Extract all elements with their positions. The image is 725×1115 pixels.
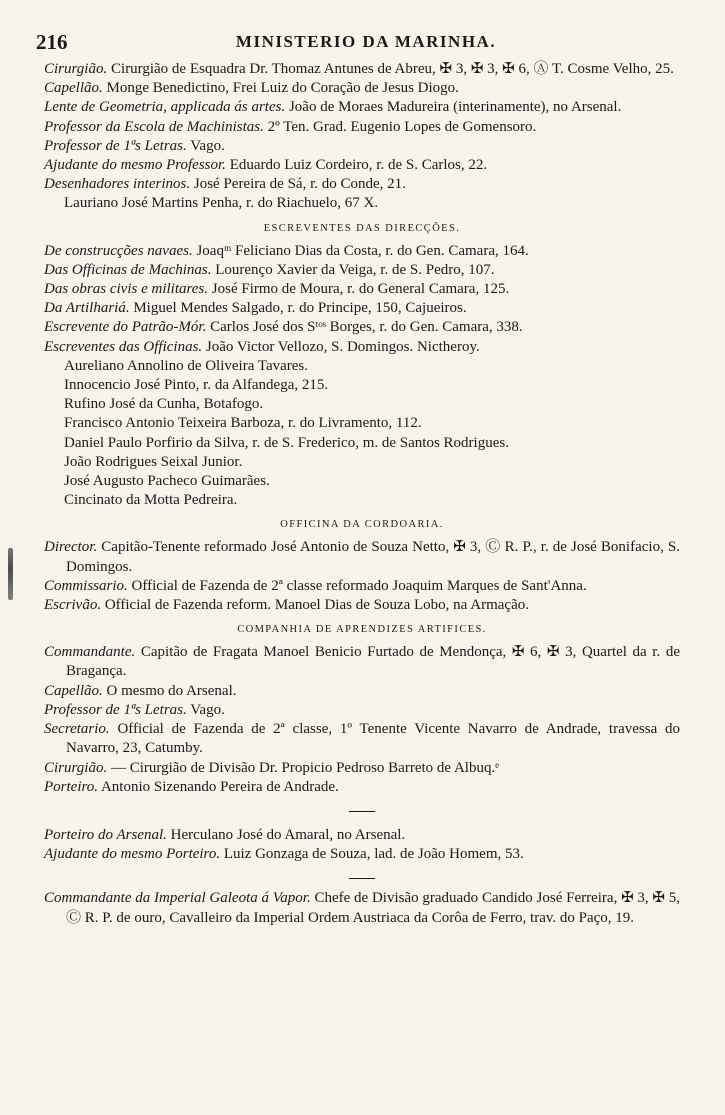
entry-text: José Firmo de Moura, r. do General Camara, 125. — [208, 281, 510, 298]
entry — [44, 701, 680, 720]
page-header — [36, 30, 696, 56]
entry-role: Das obras civis e militares. — [44, 281, 209, 298]
entry — [44, 845, 680, 864]
entry-text: Eduardo Luiz Cordeiro, r. de S. Carlos, 22. — [225, 157, 488, 174]
entry — [44, 596, 680, 615]
entry — [44, 338, 680, 357]
running-title: MINISTERIO DA MARINHA. — [235, 32, 497, 51]
entry-text: Luiz Gonzaga de Souza, lad. de João Homem, 53. — [220, 846, 524, 863]
entry — [44, 720, 680, 758]
entry-text: Antonio Sizenando Pereira de Andrade. — [98, 778, 339, 795]
entry-role: Das Officinas de Machinas. — [44, 261, 212, 278]
entry — [44, 118, 680, 137]
entry-role: Director. — [44, 539, 98, 556]
entry-role: Commandante da Imperial Galeota á Vapor. — [44, 890, 311, 907]
entry-text: Lourenço Xavier da Veiga, r. de S. Pedro, 107. — [211, 261, 495, 278]
entry-role: De construcções navaes. — [44, 242, 193, 259]
sub-entry: José Augusto Pacheco Guimarães. — [64, 473, 270, 490]
entry-text: Joaqᵐ Feliciano Dias da Costa, r. do Gen. Camara, 164. — [192, 242, 529, 259]
entry — [44, 137, 680, 156]
entry — [44, 175, 680, 194]
entry-text: João Victor Vellozo, S. Domingos. Nictheroy. — [202, 338, 480, 355]
entry-text: Capitão-Tenente reformado José Antonio de Souza Netto, ✠ 3, Ⓒ R. P., r. de José Bonifacio, S. Domingos. — [66, 539, 680, 575]
section-title-cordoaria: OFFICINA DA CORDOARIA. — [280, 519, 444, 531]
page-number: 216 — [36, 30, 68, 54]
entry-text: José Pereira de Sá, r. do Conde, 21. — [190, 176, 406, 193]
entry — [44, 778, 680, 797]
entry — [44, 98, 680, 117]
entry-text: — Cirurgião de Divisão Dr. Propicio Pedroso Barreto de Albuq.ᵉ — [107, 759, 500, 776]
entry-text: Vago. — [186, 701, 225, 718]
separator-rule — [349, 811, 375, 812]
section-title-escreventes: ESCREVENTES DAS DIRECÇÕES. — [263, 222, 461, 234]
section-escreventes-sub — [44, 357, 680, 511]
section-title-aprendizes: COMPANHIA DE APRENDIZES ARTIFICES. — [237, 624, 487, 636]
entry-text: Vago. — [186, 137, 225, 154]
separator-rule — [349, 878, 375, 879]
staff-block — [44, 60, 680, 194]
section-escreventes — [44, 242, 680, 357]
entry-text: João de Moraes Madureira (interinamente), no Arsenal. — [285, 99, 622, 116]
entry-role: Commissario. — [44, 577, 128, 594]
entry — [44, 156, 680, 175]
entry-role: Capellão. — [44, 80, 103, 97]
entry-role: Professor de 1ªs Letras. — [44, 701, 187, 718]
sub-entry: Rufino José da Cunha, Botafogo. — [64, 396, 264, 413]
entry-role: Cirurgião. — [44, 61, 108, 77]
entry-role: Capellão. — [44, 682, 103, 699]
entry-text: Cirurgião de Esquadra Dr. Thomaz Antunes de Abreu, ✠ 3, ✠ 3, ✠ 6, Ⓐ T. Cosme Velho, 25. — [107, 61, 674, 77]
entry-role: Professor de 1ªs Letras. — [44, 137, 187, 154]
entry-role: Escrevente do Patrão-Mór. — [44, 319, 207, 336]
entry — [44, 889, 680, 927]
entry — [44, 538, 680, 576]
entry-role: Da Artilhariá. — [44, 300, 130, 317]
entry-text: Herculano José do Amaral, no Arsenal. — [166, 826, 406, 843]
entry-text: Miguel Mendes Salgado, r. do Principe, 150, Cajueiros. — [129, 300, 467, 317]
sub-entry: Lauriano José Martins Penha, r. do Riachuelo, 67 X. — [64, 195, 379, 212]
sub-entry: João Rodrigues Seixal Junior. — [64, 453, 243, 470]
entry-role: Porteiro do Arsenal. — [44, 826, 167, 843]
entry-role: Cirurgião. — [44, 759, 108, 776]
entry-role: Commandante. — [44, 644, 136, 661]
entry-role: Secretario. — [44, 721, 110, 738]
entry — [44, 577, 680, 596]
entry-text: Carlos José dos Sᵗᵒˢ Borges, r. do Gen. Camara, 338. — [206, 319, 523, 336]
entry — [44, 318, 680, 337]
entry — [44, 280, 680, 299]
entry — [44, 759, 680, 778]
galeota-block — [44, 889, 680, 927]
entry — [44, 682, 680, 701]
entry-text: Capitão de Fragata Manoel Benicio Furtado de Mendonça, ✠ 6, ✠ 3, Quartel da r. de Bragança. — [66, 644, 680, 680]
entry-role: Ajudante do mesmo Porteiro. — [44, 846, 221, 863]
entry-role: Professor da Escola de Machinistas. — [44, 118, 264, 135]
page-content — [44, 60, 680, 928]
entry-text: Official de Fazenda reform. Manoel Dias de Souza Lobo, na Armação. — [101, 597, 529, 614]
entry-text: Monge Benedictino, Frei Luiz do Coração de Jesus Diogo. — [102, 80, 459, 97]
entry-text: Official de Fazenda de 2ª classe, 1º Tenente Vicente Navarro de Andrade, travessa do Navarro, 23, Catumby. — [66, 721, 680, 757]
entry-text: Chefe de Divisão graduado Candido José Ferreira, ✠ 3, ✠ 5, Ⓒ R. P. de ouro, Cavalleiro da Imperial Ordem Austriaca da Corôa de Ferro, trav. do Paço, 19. — [66, 890, 681, 926]
entry-text: Official de Fazenda de 2ª classe reformado Joaquim Marques de Sant'Anna. — [127, 577, 587, 594]
entry — [44, 79, 680, 98]
entry — [44, 60, 680, 79]
entry-text: 2º Ten. Grad. Eugenio Lopes de Gomensoro. — [263, 118, 537, 135]
entry — [44, 643, 680, 681]
ink-blot — [8, 548, 13, 600]
entry — [44, 299, 680, 318]
sub-entry: Francisco Antonio Teixeira Barboza, r. do Livramento, 112. — [64, 415, 422, 432]
porteiro-block — [44, 826, 680, 864]
sub-entry: Innocencio José Pinto, r. da Alfandega, 215. — [64, 377, 329, 394]
entry-text: O mesmo do Arsenal. — [102, 682, 237, 699]
entry-role: Lente de Geometria, applicada ás artes. — [44, 99, 286, 116]
entry-role: Ajudante do mesmo Professor. — [44, 157, 226, 174]
entry-role: Porteiro. — [44, 778, 99, 795]
sub-entry: Daniel Paulo Porfirio da Silva, r. de S. Frederico, m. de Santos Rodrigues. — [64, 434, 509, 451]
section-aprendizes — [44, 643, 680, 797]
sub-entry: Aureliano Annolino de Oliveira Tavares. — [64, 357, 309, 374]
entry — [44, 826, 680, 845]
staff-block-sub — [44, 194, 680, 213]
entry-role: Desenhadores interinos. — [44, 176, 191, 193]
section-cordoaria — [44, 538, 680, 615]
entry-role: Escreventes das Officinas. — [44, 338, 203, 355]
entry — [44, 261, 680, 280]
entry-role: Escrivão. — [44, 597, 102, 614]
entry — [44, 242, 680, 261]
sub-entry: Cincinato da Motta Pedreira. — [64, 492, 238, 509]
